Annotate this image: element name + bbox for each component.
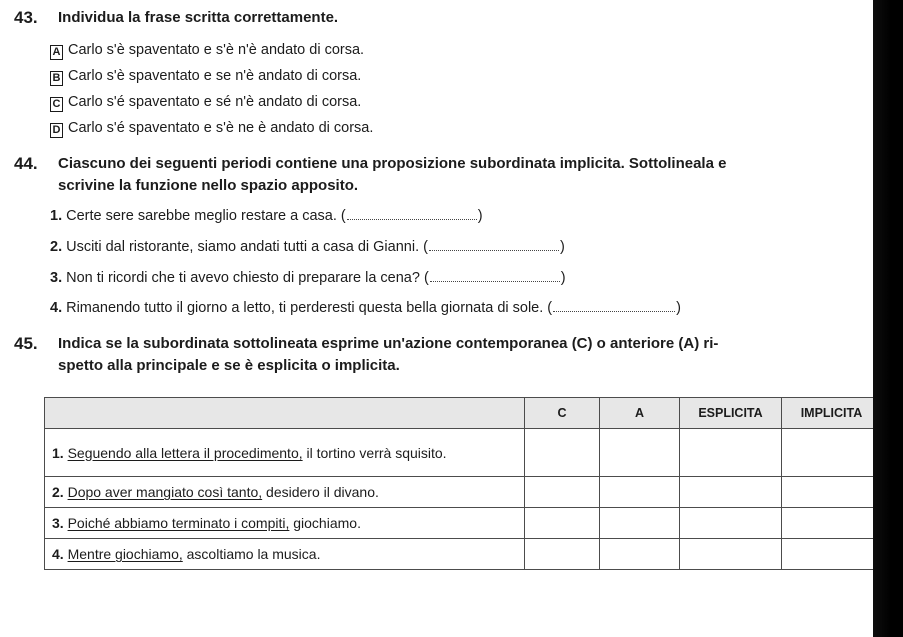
option-text: Carlo s'è spaventato e s'è n'è andato di corsa.	[68, 42, 365, 58]
item-text: Usciti dal ristorante, siamo andati tutti a casa di Gianni. (	[66, 239, 428, 255]
cell-esplicita[interactable]	[680, 508, 782, 539]
cell-a[interactable]	[600, 539, 680, 570]
ex45-table	[44, 397, 882, 570]
table-row	[45, 508, 882, 539]
row-number: 1.	[52, 444, 64, 461]
ex44-prompt-line1: Ciascuno dei seguenti periodi contiene una proposizione subordinata implicita. Sottolineala e	[58, 155, 727, 172]
underlined-clause: Dopo aver mangiato così tanto,	[67, 484, 263, 500]
table-header-row	[45, 398, 882, 429]
cell-a[interactable]	[600, 508, 680, 539]
item-close: )	[477, 208, 483, 224]
cell-c[interactable]	[525, 508, 600, 539]
ex43-option-c[interactable]	[50, 92, 361, 112]
option-letter-box[interactable]: C	[50, 97, 63, 112]
cell-implicita[interactable]	[782, 508, 882, 539]
ex44-prompt-line2: scrivine la funzione nello spazio apposito.	[58, 177, 359, 194]
cell-c[interactable]	[525, 429, 600, 477]
cell-esplicita[interactable]	[680, 539, 782, 570]
row-number: 3.	[52, 515, 64, 531]
answer-blank[interactable]	[347, 208, 477, 220]
option-letter-box[interactable]: B	[50, 71, 63, 86]
main-clause: giochiamo.	[289, 515, 361, 531]
option-text: Carlo s'è spaventato e se n'è andato di corsa.	[68, 68, 362, 84]
item-number: 1.	[50, 208, 63, 224]
item-text: Non ti ricordi che ti avevo chiesto di preparare la cena? (	[66, 270, 429, 286]
cell-c[interactable]	[525, 539, 600, 570]
main-clause: il tortino verrà squisito.	[302, 444, 447, 461]
item-close: )	[560, 270, 566, 286]
ex43-option-a[interactable]	[50, 40, 364, 60]
item-number: 3.	[50, 270, 63, 286]
header-esplicita: ESPLICITA	[680, 398, 782, 429]
row-sentence	[45, 477, 525, 508]
row-sentence	[45, 429, 525, 477]
main-clause: ascoltiamo la musica.	[182, 546, 321, 562]
ex44-number: 44.	[14, 154, 38, 173]
underlined-clause: Seguendo alla lettera il procedimento,	[67, 444, 303, 461]
row-sentence	[45, 539, 525, 570]
ex44-item-4	[50, 298, 681, 318]
header-implicita: IMPLICITA	[782, 398, 882, 429]
table-row	[45, 477, 882, 508]
ex43-option-d[interactable]	[50, 118, 373, 138]
ex45-title	[14, 334, 719, 355]
cell-implicita[interactable]	[782, 429, 882, 477]
ex43-number: 43.	[14, 8, 38, 27]
cell-c[interactable]	[525, 477, 600, 508]
dark-scan-edge	[873, 0, 903, 637]
header-a: A	[600, 398, 680, 429]
ex44-item-3	[50, 268, 566, 288]
row-number: 4.	[52, 546, 64, 562]
underlined-clause: Mentre giochiamo,	[67, 546, 183, 562]
underlined-clause: Poiché abbiamo terminato i compiti,	[67, 515, 290, 531]
option-letter-box[interactable]: A	[50, 45, 63, 60]
cell-esplicita[interactable]	[680, 477, 782, 508]
ex43-option-b[interactable]	[50, 66, 361, 86]
ex45-prompt-line2: spetto alla principale e se è esplicita o implicita.	[58, 357, 400, 374]
ex45-number: 45.	[14, 334, 38, 353]
table-row	[45, 539, 882, 570]
ex43-prompt: Individua la frase scritta correttamente.	[58, 9, 339, 26]
ex43-title	[14, 8, 339, 29]
header-c: C	[525, 398, 600, 429]
option-letter-box[interactable]: D	[50, 123, 63, 138]
ex44-title	[14, 154, 727, 175]
ex44-item-1	[50, 206, 483, 226]
option-text: Carlo s'é spaventato e s'è ne è andato di corsa.	[68, 120, 374, 136]
cell-a[interactable]	[600, 477, 680, 508]
cell-a[interactable]	[600, 429, 680, 477]
cell-implicita[interactable]	[782, 477, 882, 508]
item-number: 2.	[50, 239, 63, 255]
ex44-item-2	[50, 237, 565, 257]
header-blank	[45, 398, 525, 429]
item-close: )	[559, 239, 565, 255]
answer-blank[interactable]	[430, 270, 560, 282]
ex45-prompt-line1: Indica se la subordinata sottolineata esprime un'azione contemporanea (C) o anteriore (A) ri-	[58, 335, 719, 352]
cell-esplicita[interactable]	[680, 429, 782, 477]
answer-blank[interactable]	[553, 300, 675, 312]
item-number: 4.	[50, 300, 63, 316]
option-text: Carlo s'é spaventato e sé n'è andato di corsa.	[68, 94, 362, 110]
main-clause: desidero il divano.	[262, 484, 379, 500]
item-text: Certe sere sarebbe meglio restare a casa. (	[66, 208, 346, 224]
item-close: )	[676, 300, 681, 316]
row-sentence	[45, 508, 525, 539]
answer-blank[interactable]	[429, 239, 559, 251]
item-text: Rimanendo tutto il giorno a letto, ti perderesti questa bella giornata di sole. (	[66, 300, 553, 316]
cell-implicita[interactable]	[782, 539, 882, 570]
row-number: 2.	[52, 484, 64, 500]
table-row	[45, 429, 882, 477]
